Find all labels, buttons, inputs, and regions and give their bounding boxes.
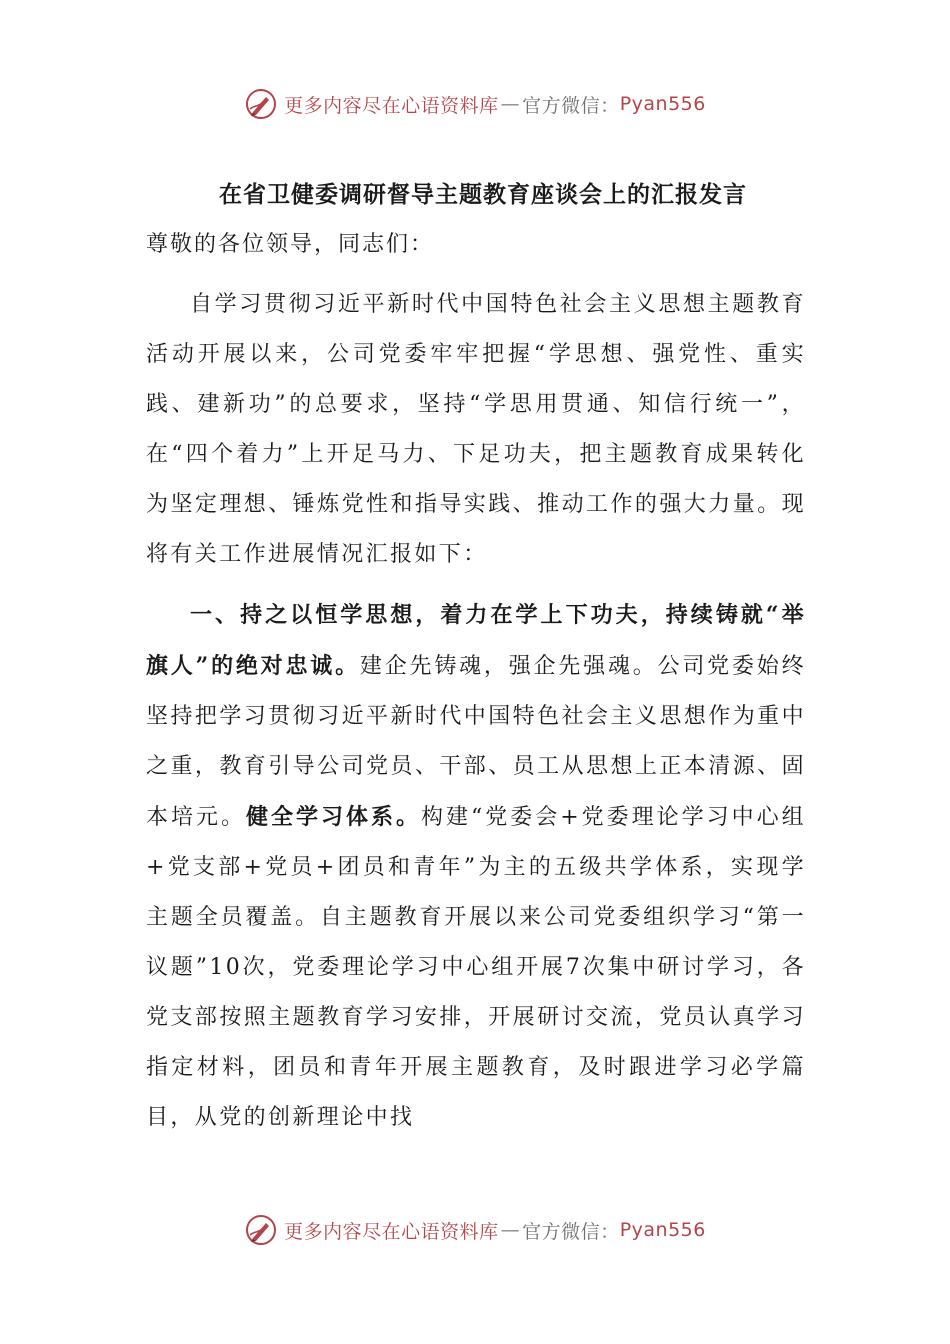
watermark-banner-bottom bbox=[0, 1210, 950, 1250]
section-1-text-b: 构建“党委会+党委理论学习中心组+党支部+党员+团员和青年”为主的五级共学体系，实现学主题全员覆盖。自主题教育开展以来公司党委组织学习“第一议题”10次，党委理论学习中心组开展7次集中研讨学习，各党支部按照主题教育学习安排，开展研讨交流，党员认真学习指定材料，团员和青年开展主题教育，及时跟进学习必学篇目，从党的创新理论中找 bbox=[146, 805, 806, 1130]
watermark-wechat-id: Pyan556 bbox=[619, 1219, 706, 1241]
pen-logo-icon bbox=[244, 87, 278, 121]
salutation: 尊敬的各位领导，同志们： bbox=[146, 232, 435, 257]
pen-logo-icon bbox=[244, 1213, 278, 1247]
watermark-label: 官方微信： bbox=[522, 1220, 620, 1243]
section-1-heading: 一、持之以恒学思想，着力在学上下功夫，持续铸就“举旗人”的绝对忠诚。 bbox=[146, 602, 806, 679]
section-1-paragraph bbox=[146, 590, 806, 1143]
section-1-text-a: 建企先铸魂，强企先强魂。公司党委始终坚持把学习贯彻习近平新时代中国特色社会主义思想作为重中之重，教育引导公司党员、干部、员工从思想上正本清源、固本培元。 bbox=[146, 654, 806, 830]
intro-paragraph: 自学习贯彻习近平新时代中国特色社会主义思想主题教育活动开展以来，公司党委牢牢把握“学思想、强党性、重实践、建新功”的总要求，坚持“学思用贯通、知信行统一”，在“四个着力”上开足马力、下足功夫，把主题教育成果转化为坚定理想、锤炼党性和指导实践、推动工作的强大力量。现将有关工作进展情况汇报如下： bbox=[146, 292, 806, 567]
document-title: 在省卫健委调研督导主题教育座谈会上的汇报发言 bbox=[219, 181, 747, 208]
watermark-label: 官方微信： bbox=[522, 94, 620, 117]
watermark-dash: — bbox=[500, 1219, 521, 1241]
watermark-wechat-id: Pyan556 bbox=[619, 93, 706, 115]
watermark-site-text: 更多内容尽在心语资料库 bbox=[284, 1220, 499, 1243]
watermark-banner-top bbox=[0, 84, 950, 124]
section-1-subheading: 健全学习体系。 bbox=[245, 804, 421, 830]
watermark-site-text: 更多内容尽在心语资料库 bbox=[284, 94, 499, 117]
document-body bbox=[146, 170, 806, 1143]
watermark-dash: — bbox=[500, 93, 521, 115]
